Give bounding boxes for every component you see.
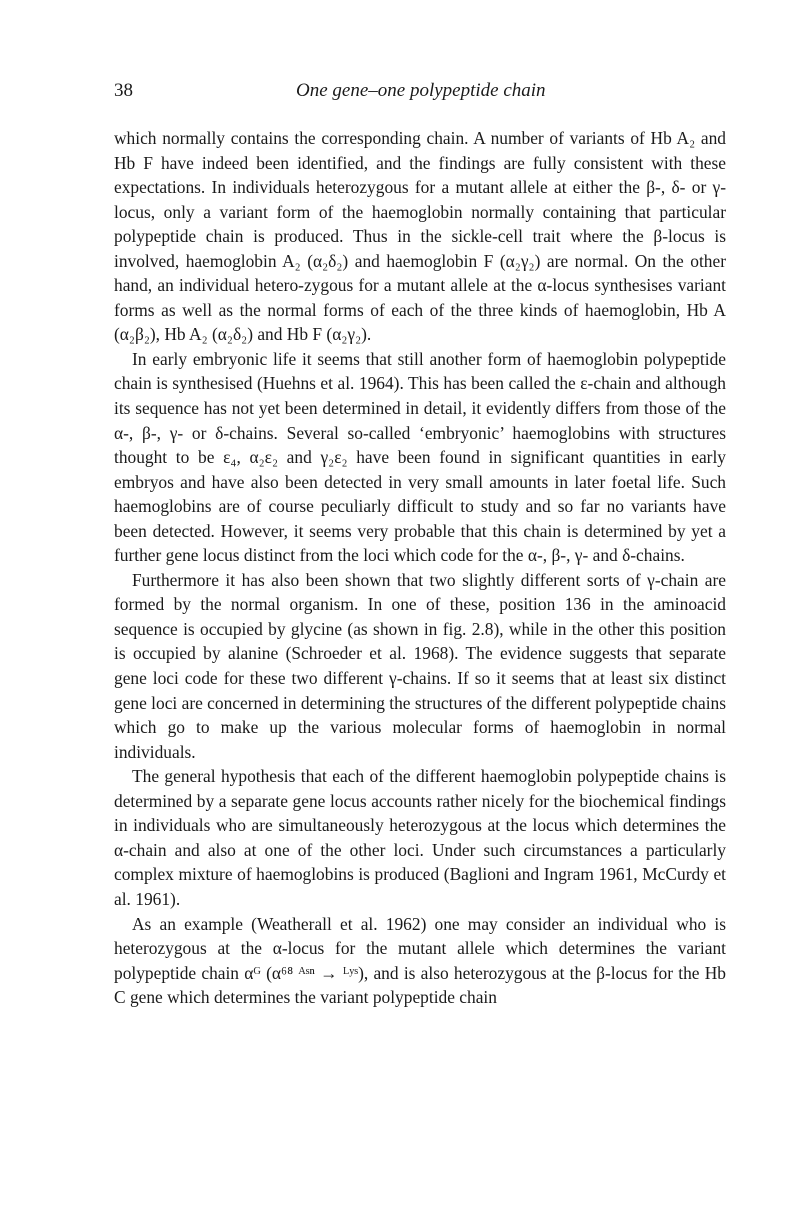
- body-text: [114, 126, 726, 1010]
- paragraph: Furthermore it has also been shown that two slightly different sorts of γ-chain are formed by the normal organism. In one of these, position 136 in the aminoacid sequence is occupied by glycine (as shown in fig. 2.8), while in the other this position is occupied by alanine (Schroeder et al. 1968). The evidence suggests that separate gene loci code for these two different γ-chains. If so it seems that at least six distinct gene loci are concerned in determining the structures of the different polypeptide chains which go to make up the various molecular forms of haemoglobin in normal individuals.: [114, 569, 726, 762]
- paragraph: The general hypothesis that each of the different haemoglobin polypeptide chains is determined by a separate gene locus accounts rather nicely for the biochemical findings in individuals who are simultaneously heterozygous at the locus which determines the α-chain and also at one of the other loci. Under such circumstances a particularly complex mixture of haemoglobins is produced (Baglioni and Ingram 1961, McCurdy et al. 1961).: [114, 766, 726, 909]
- page-number: 38: [114, 80, 133, 101]
- paragraph: which normally contains the corresponding chain. A number of variants of Hb A₂ and Hb F have indeed been identified, and the findings are fully consistent with these expectations. In individuals heterozygous for a mutant allele at either the β-, δ- or γ-locus, only a variant form of the haemoglobin normally containing that particular polypeptide chain is produced. Thus in the sickle-cell trait where the β-locus is involved, haemoglobin A₂ (α₂δ₂) and haemoglobin F (α₂γ₂) are normal. On the other hand, an individual hetero-zygous for a mutant allele at the α-locus synthesises variant forms as well as the normal forms of each of the three kinds of haemoglobin, Hb A (α₂β₂), Hb A₂ (α₂δ₂) and Hb F (α₂γ₂).: [114, 128, 726, 345]
- paragraph: In early embryonic life it seems that still another form of haemoglobin polypeptide chain is synthesised (Huehns et al. 1964). This has been called the ε-chain and although its sequence has not yet been determined in detail, it evidently differs from those of the α-, β-, γ- or δ-chains. Several so-called ‘embryonic’ haemoglobins with structures thought to be ε₄, α₂ε₂ and γ₂ε₂ have been found in significant quantities in early embryos and have also been detected in very small amounts in later foetal life. Such haemoglobins are of course peculiarly difficult to study and so far no variants have been detected. However, it seems very probable that this chain is determined by yet a further gene locus distinct from the loci which code for the α-, β-, γ- and δ-chains.: [114, 348, 726, 566]
- running-title: One gene–one polypeptide chain: [296, 80, 546, 101]
- page-header: [114, 80, 726, 110]
- paragraph: As an example (Weatherall et al. 1962) one may consider an individual who is heterozygous at the α-locus for the mutant allele which determines the variant polypeptide chain αᴳ (α⁶⁸ ᴬˢⁿ → ᴸʸˢ), and is also heterozygous at the β-locus for the Hb C gene which determines the variant polypeptide chain: [114, 913, 726, 1008]
